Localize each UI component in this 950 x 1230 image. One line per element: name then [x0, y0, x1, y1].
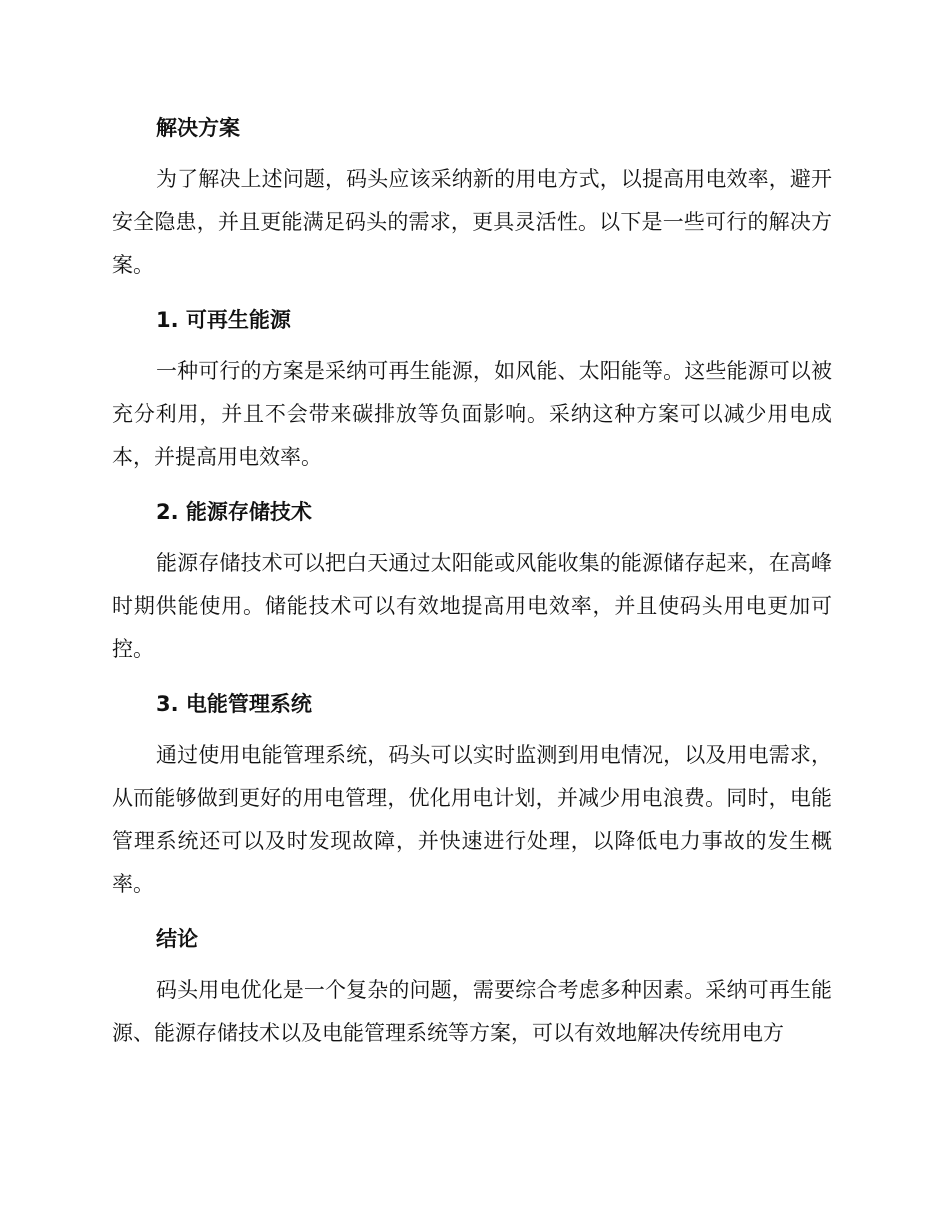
section-heading-conclusion: 结论	[156, 927, 198, 951]
section-heading-energy-storage: 2. 能源存储技术	[156, 500, 312, 524]
section-paragraph-renewable-energy: 一种可行的方案是采纳可再生能源，如风能、太阳能等。这些能源可以被充分利用，并且不会带来碳排放等负面影响。采纳这种方案可以减少用电成本，并提高用电效率。	[112, 359, 832, 469]
document-body	[112, 108, 832, 1055]
section-heading-solutions: 解决方案	[156, 116, 240, 140]
section-heading-renewable-energy: 1. 可再生能源	[156, 308, 291, 332]
section-paragraph-solutions: 为了解决上述问题，码头应该采纳新的用电方式，以提高用电效率，避开安全隐患，并且更能满足码头的需求，更具灵活性。以下是一些可行的解决方案。	[112, 167, 832, 277]
section-heading-energy-management: 3. 电能管理系统	[156, 692, 312, 716]
section-paragraph-energy-management: 通过使用电能管理系统，码头可以实时监测到用电情况，以及用电需求，从而能够做到更好的用电管理，优化用电计划，并减少用电浪费。同时，电能管理系统还可以及时发现故障，并快速进行处理，以降低电力事故的发生概率。	[112, 743, 832, 896]
section-paragraph-conclusion: 码头用电优化是一个复杂的问题，需要综合考虑多种因素。采纳可再生能源、能源存储技术以及电能管理系统等方案，可以有效地解决传统用电方	[112, 978, 832, 1045]
section-paragraph-energy-storage: 能源存储技术可以把白天通过太阳能或风能收集的能源储存起来，在高峰时期供能使用。储能技术可以有效地提高用电效率，并且使码头用电更加可控。	[112, 551, 832, 661]
